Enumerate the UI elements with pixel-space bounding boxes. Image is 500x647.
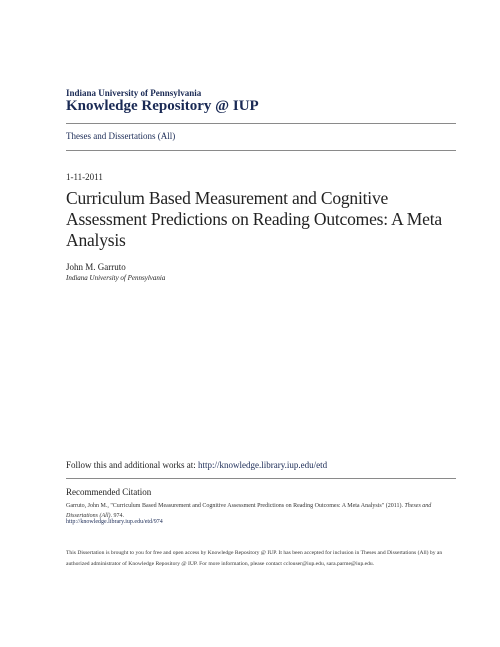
citation-end: . 974. — [110, 513, 124, 519]
repository-title-link[interactable]: Knowledge Repository @ IUP — [66, 98, 259, 114]
follow-link[interactable]: http://knowledge.library.iup.edu/etd — [198, 460, 328, 470]
recommended-citation-heading: Recommended Citation — [66, 487, 152, 497]
citation-series: Theses and Dissertations (All) — [66, 503, 432, 519]
citation-text — [66, 501, 441, 521]
author-name: John M. Garruto — [66, 262, 126, 272]
follow-line — [66, 460, 327, 470]
series-divider — [66, 150, 456, 151]
header-divider — [66, 123, 456, 124]
document-title: Curriculum Based Measurement and Cognitive Assessment Predictions on Reading Outcomes: A Meta Analysis — [66, 188, 442, 250]
author-affiliation: Indiana University of Pennsylvania — [66, 274, 166, 282]
institution-name: Indiana University of Pennsylvania — [66, 88, 202, 98]
follow-prefix: Follow this and additional works at: — [66, 460, 198, 470]
citation-main: Garruto, John M., "Curriculum Based Measurement and Cognitive Assessment Predictions on Reading Outcomes: A Meta Analysis" (2011). — [66, 503, 405, 509]
publication-date: 1-11-2011 — [66, 172, 103, 182]
citation-divider — [66, 478, 456, 479]
access-notice: This Dissertation is brought to you for free and open access by Knowledge Repository @ IUP. It has been accepted for inclusion in Theses and Dissertations (All) by an authorized administrator of Knowledge Repository @ IUP. For more information, please contact cclouser@iup.edu, sara.parme@iup.edu. — [66, 550, 443, 567]
citation-link[interactable]: http://knowledge.library.iup.edu/etd/974 — [66, 519, 163, 525]
series-link[interactable]: Theses and Dissertations (All) — [66, 131, 176, 141]
